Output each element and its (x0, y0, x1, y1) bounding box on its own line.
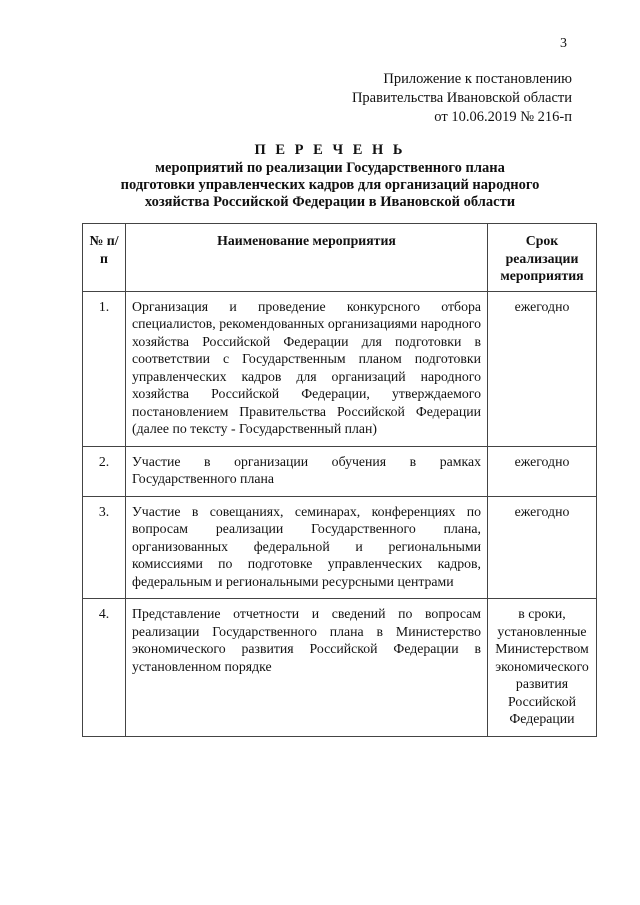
header-name: Наименование мероприятия (126, 224, 488, 292)
header-num: № п/п (83, 224, 126, 292)
row-name: Организация и проведение конкурсного отбора специалистов, рекомендованных организациями народного хозяйства Российской Федерации для подготовки в соответствии с Государственным планом подготовки управленческих кадров для организаций народного хозяйства Российской Федерации, утверждаемого постановлением Правительства Российской Федерации (далее по тексту - Государственный план) (126, 291, 488, 446)
table-row (83, 446, 597, 496)
row-term: ежегодно (488, 291, 597, 446)
appendix-header (272, 70, 572, 127)
title-line-2: подготовки управленческих кадров для организаций народного (120, 177, 540, 193)
title-heading: П Е Р Е Ч Е Н Ь (254, 142, 406, 158)
row-name: Представление отчетности и сведений по вопросам реализации Государственного плана в Министерство экономического развития Российской Федерации в установленном порядке (126, 599, 488, 737)
row-name: Участие в совещаниях, семинарах, конференциях по вопросам реализации Государственного плана, организованных федеральной и региональными комиссиями по подготовке управленческих кадров, федеральным и региональными ресурсными центрами (126, 496, 488, 599)
row-term: ежегодно (488, 446, 597, 496)
title-line-3: хозяйства Российской Федерации в Ивановской области (144, 194, 516, 210)
row-num: 4. (83, 599, 126, 737)
row-term: в сроки, установленные Министерством экономического развития Российской Федерации (488, 599, 597, 737)
appendix-line-1: Приложение к постановлению (383, 71, 572, 87)
document-title (80, 142, 580, 211)
header-term: Срок реализации мероприятия (488, 224, 597, 292)
row-name: Участие в организации обучения в рамках Государственного плана (126, 446, 488, 496)
row-num: 2. (83, 446, 126, 496)
table-header-row (83, 224, 597, 292)
appendix-line-3: от 10.06.2019 № 216-п (434, 109, 572, 125)
title-line-1: мероприятий по реализации Государственного плана (155, 160, 505, 176)
appendix-line-2: Правительства Ивановской области (351, 90, 572, 106)
table-row (83, 291, 597, 446)
row-term: ежегодно (488, 496, 597, 599)
row-num: 3. (83, 496, 126, 599)
page-number: 3 (560, 36, 567, 51)
table-row (83, 496, 597, 599)
measures-table (82, 223, 597, 737)
row-num: 1. (83, 291, 126, 446)
table-row (83, 599, 597, 737)
